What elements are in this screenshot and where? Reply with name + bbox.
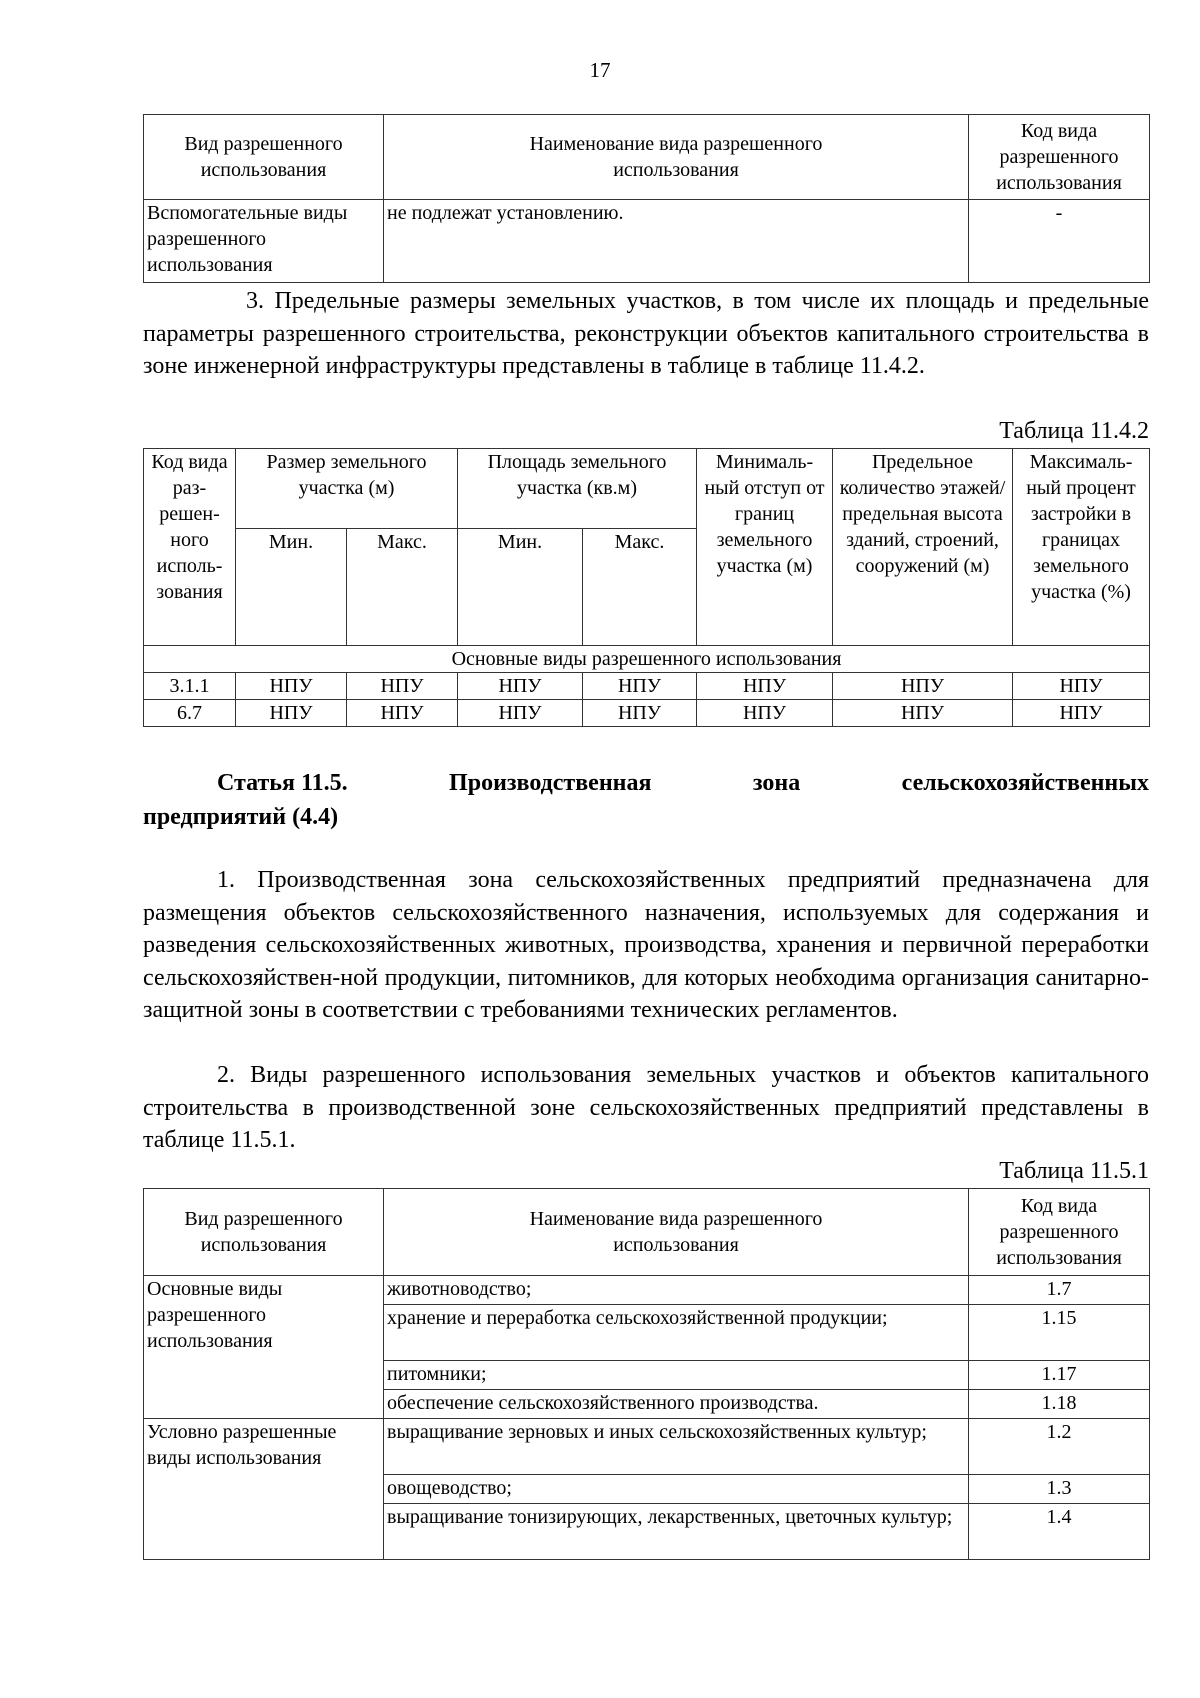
header-code: Код вида разрешенного использования: [969, 115, 1150, 200]
cell-code: 1.17: [969, 1361, 1150, 1390]
article-number: Статья 11.5.: [217, 770, 348, 796]
cell-code: 1.3: [969, 1475, 1150, 1504]
table-row: [144, 1419, 1150, 1475]
header-type: Вид разрешенного использования: [144, 1189, 384, 1276]
page-number: 17: [589, 58, 611, 82]
cell-value: НПУ: [1013, 700, 1150, 727]
header-code: Код вида разрешенного использования: [969, 1189, 1150, 1276]
paragraph-1: 1. Производственная зона сельскохозяйственных предприятий предназначена для размещения объектов сельскохозяйственного назначения, используемых для содержания и разведения сельскохозяйственных животных, производства, хранения и первичной переработки сельскохозяйствен-ной продукции, питомников, для которых необходима организация санитарно-защитной зоны в соответствии с требованиями технических регламентов.: [143, 867, 1149, 1023]
cell-value: НПУ: [833, 673, 1013, 700]
article-title-line2: предприятий (4.4): [143, 804, 339, 830]
cell-value: НПУ: [697, 673, 833, 700]
row-name: не подлежат установлению.: [384, 200, 969, 283]
paragraph-3: 3. Предельные размеры земельных участков, в том числе их площадь и предельные параметры разрешенного строительства, реконструкции объектов капитального строительства в зоне инженерной инфраструктуры представлены в таблице в таблице 11.4.2.: [143, 288, 1149, 379]
cell-value: НПУ: [236, 700, 347, 727]
cell-code: 1.7: [969, 1276, 1150, 1305]
group-type: Условно разрешенные виды использования: [144, 1419, 384, 1560]
cell-value: НПУ: [833, 700, 1013, 727]
cell-name: овощеводство;: [384, 1475, 969, 1504]
cell-value: НПУ: [697, 700, 833, 727]
cell-name: хранение и переработка сельскохозяйственной продукции;: [384, 1305, 969, 1361]
table-11-4-2: [143, 448, 1150, 727]
header-plot-area: Площадь земельного участка (кв.м): [458, 449, 697, 529]
cell-name: животноводство;: [384, 1276, 969, 1305]
header-area-max: Макс.: [583, 529, 697, 646]
section-row: Основные виды разрешенного использования: [144, 646, 1150, 673]
article-title: [143, 766, 1149, 834]
cell-code: 1.4: [969, 1504, 1150, 1560]
row-type: Вспомогательные виды разрешенного использования: [144, 200, 384, 283]
cell-value: НПУ: [347, 673, 458, 700]
cell-value: НПУ: [458, 673, 583, 700]
header-plot-size: Размер земельного участка (м): [236, 449, 458, 529]
table-top: [143, 114, 1150, 283]
cell-value: НПУ: [347, 700, 458, 727]
cell-code: 1.18: [969, 1390, 1150, 1419]
cell-value: НПУ: [458, 700, 583, 727]
cell-value: НПУ: [236, 673, 347, 700]
header-type: Вид разрешенного использования: [144, 115, 384, 200]
header-name: Наименование вида разрешенного использования: [384, 1189, 969, 1276]
header-setback: Минималь-ный отступ от границ земельного участка (м): [697, 449, 833, 646]
row-code: -: [969, 200, 1150, 283]
header-name: Наименование вида разрешенного использования: [384, 115, 969, 200]
header-floors: Предельное количество этажей/ предельная высота зданий, строений, сооружений (м): [833, 449, 1013, 646]
article-word: Производственная: [449, 770, 652, 796]
cell-code: 1.15: [969, 1305, 1150, 1361]
table-1142-caption: Таблица 11.4.2: [999, 418, 1149, 444]
cell-code: 6.7: [144, 700, 236, 727]
header-size-max: Макс.: [347, 529, 458, 646]
header-size-min: Мин.: [236, 529, 347, 646]
table-11-5-1: [143, 1188, 1150, 1560]
cell-value: НПУ: [1013, 673, 1150, 700]
cell-value: НПУ: [583, 700, 697, 727]
cell-value: НПУ: [583, 673, 697, 700]
article-word: сельскохозяйственных: [901, 770, 1149, 796]
cell-name: выращивание зерновых и иных сельскохозяйственных культур;: [384, 1419, 969, 1475]
article-word: зона: [752, 770, 801, 796]
table-1151-caption: Таблица 11.5.1: [999, 1158, 1149, 1184]
cell-name: выращивание тонизирующих, лекарственных, цветочных культур;: [384, 1504, 969, 1560]
table-row: [144, 1276, 1150, 1305]
cell-name: обеспечение сельскохозяйственного производства.: [384, 1390, 969, 1419]
header-coverage: Максималь-ный процент застройки в границах земельного участка (%): [1013, 449, 1150, 646]
table-row: [144, 700, 1150, 727]
paragraph-2: 2. Виды разрешенного использования земельных участков и объектов капитального строительства в производственной зоне сельскохозяйственных предприятий представлены в таблице 11.5.1.: [143, 1062, 1149, 1153]
cell-code: 1.2: [969, 1419, 1150, 1475]
table-row: [144, 673, 1150, 700]
header-code: Код вида раз-решен-ного исполь-зования: [144, 449, 236, 646]
group-type: Основные виды разрешенного использования: [144, 1276, 384, 1419]
header-area-min: Мин.: [458, 529, 583, 646]
cell-code: 3.1.1: [144, 673, 236, 700]
cell-name: питомники;: [384, 1361, 969, 1390]
